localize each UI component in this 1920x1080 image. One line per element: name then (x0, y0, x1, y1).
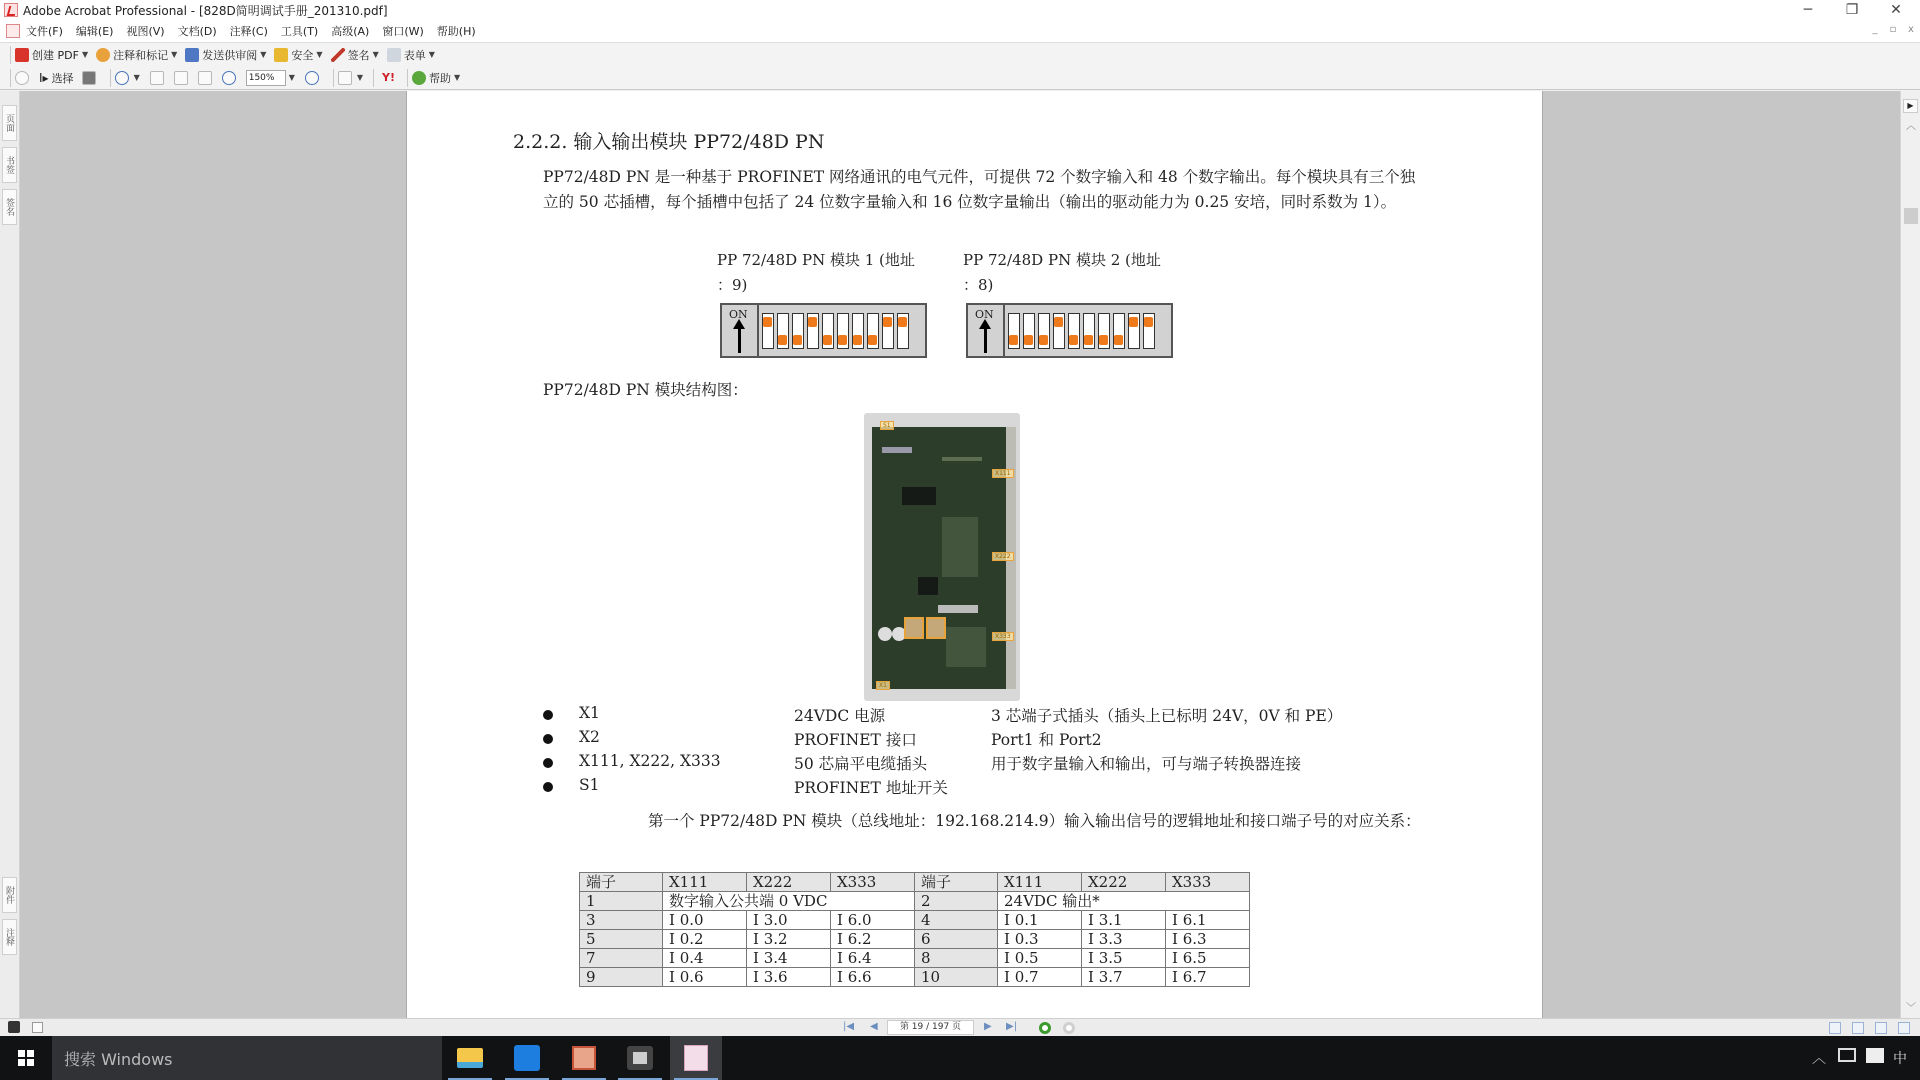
switch-knob (898, 317, 907, 327)
on-label: ON (729, 308, 748, 321)
title-bar (0, 0, 1920, 20)
menu-bar (0, 20, 1920, 42)
scroll-thumb[interactable] (1904, 208, 1918, 224)
table-row (580, 949, 1250, 968)
actual-size-icon[interactable] (150, 71, 164, 85)
send-review-button[interactable] (185, 47, 266, 63)
fit-width-icon[interactable] (198, 71, 212, 85)
dip-caption-line2: ：9) (717, 276, 748, 294)
continuous-icon[interactable] (1852, 1022, 1864, 1034)
terminal-cell: 9 (580, 968, 663, 987)
address-cell: I 6.7 (1166, 968, 1250, 987)
nav-tab-pages[interactable]: 页面 (2, 105, 17, 141)
chevron-down-icon: ▼ (81, 50, 89, 59)
help-label: 帮助 (429, 71, 452, 85)
terminal-cell: 5 (580, 930, 663, 949)
address-cell: I 0.4 (663, 949, 747, 968)
bullet-icon (543, 758, 553, 768)
component-row-x2 (543, 728, 1443, 752)
dip-caption-module-1 (717, 248, 915, 298)
switch-knob (1144, 317, 1153, 327)
label-x222: X222 (992, 552, 1014, 561)
doc-close-button[interactable]: x (1908, 24, 1914, 35)
chevron-down-icon: ▼ (316, 50, 323, 59)
toolbar-grip (10, 69, 11, 87)
terminal-cell: 8 (915, 949, 998, 968)
continuous-facing-icon[interactable] (1898, 1022, 1910, 1034)
pcb (872, 427, 1008, 689)
page-number-field[interactable]: 第 19 / 197 页 (887, 1020, 974, 1035)
document-viewport[interactable] (20, 91, 1900, 1018)
dip-caption-line1: PP 72/48D PN 模块 2 (地址 (963, 251, 1161, 269)
navigation-panel (0, 91, 20, 1018)
presentation-icon (572, 1046, 596, 1070)
table-header-row (580, 873, 1250, 892)
address-cell: I 0.7 (998, 968, 1082, 987)
zoom-in-plus-icon[interactable] (305, 71, 319, 85)
scroll-up-icon[interactable]: ︿ (1906, 121, 1916, 132)
component-row-s1 (543, 776, 1443, 800)
switch-knob (823, 335, 832, 345)
x2-port-2 (926, 617, 946, 639)
select-label: 选择 (51, 71, 74, 85)
hand-tool-icon[interactable] (15, 71, 29, 85)
address-cell: I 3.1 (1082, 911, 1166, 930)
header-cell: X222 (747, 873, 831, 892)
first-page-button[interactable]: |◀ (843, 1021, 855, 1032)
dip-switch-6 (837, 313, 849, 349)
address-cell: I 3.2 (747, 930, 831, 949)
dip-switch-5 (822, 313, 834, 349)
address-cell: I 0.6 (663, 968, 747, 987)
taskbar-office-app[interactable] (558, 1036, 610, 1080)
previous-page-button[interactable]: ◀ (870, 1021, 878, 1032)
dip-switch-module-2 (966, 303, 1173, 358)
terminal-cell: 6 (915, 930, 998, 949)
dip-switch-2 (777, 313, 789, 349)
status-bar (0, 1018, 1920, 1036)
component-type: 24VDC 电源 (794, 707, 886, 725)
tray-chevron-up-icon[interactable]: ︿ (1812, 1051, 1826, 1067)
pen-icon (331, 48, 345, 62)
component-name: S1 (579, 776, 600, 794)
nav-tab-bookmarks[interactable]: 书签 (2, 147, 17, 183)
component-row-x111 (543, 752, 1443, 776)
forms-button[interactable] (387, 47, 435, 63)
address-cell: I 3.4 (747, 949, 831, 968)
tasks-toolbar (0, 42, 1920, 66)
create-pdf-button[interactable] (15, 47, 88, 63)
menu-file[interactable]: 文件(F) (26, 25, 63, 38)
io-mapping-table (579, 872, 1250, 987)
header-cell: 端子 (580, 873, 663, 892)
dip-switch-4 (807, 313, 819, 349)
dip-switch-6 (1083, 313, 1095, 349)
dip-caption-line2: ：8) (963, 276, 994, 294)
menu-tools[interactable]: 工具(T) (280, 25, 319, 38)
table-row (580, 892, 1250, 911)
mapping-paragraph: 第一个 PP72/48D PN 模块（总线地址：192.168.214.9）输入输出信号的逻辑地址和接口端子号的对应关系： (648, 812, 1421, 830)
dip-switch-4 (1053, 313, 1065, 349)
address-cell: I 3.5 (1082, 949, 1166, 968)
facing-icon[interactable] (1875, 1022, 1887, 1034)
acrobat-app-icon (4, 3, 18, 17)
dip-switch-5 (1068, 313, 1080, 349)
dip-caption-line1: PP 72/48D PN 模块 1 (地址 (717, 251, 915, 269)
bullet-icon (543, 734, 553, 744)
switch-knob (883, 317, 892, 327)
dip-switch-3 (792, 313, 804, 349)
taskbar-video-app[interactable] (501, 1036, 553, 1080)
sign-button[interactable] (331, 47, 379, 63)
page-size-icon[interactable] (32, 1022, 43, 1033)
switch-knob (763, 317, 772, 327)
forms-label: 表单 (403, 48, 426, 62)
dip-switch-2 (1023, 313, 1035, 349)
switch-knob (853, 335, 862, 345)
component-row-x1 (543, 704, 1443, 728)
label-x1: X1 (876, 681, 890, 690)
windows-logo-icon (18, 1050, 34, 1066)
header-cell: X222 (1082, 873, 1166, 892)
pdf-page (406, 91, 1543, 1018)
split-pane-button[interactable]: ▶ (1903, 99, 1918, 113)
switch-knob (1039, 335, 1048, 345)
on-indicator (722, 305, 759, 356)
dip-switch-1 (1008, 313, 1020, 349)
comment-markup-icon (96, 48, 110, 62)
arrow-up-icon (738, 327, 741, 353)
switch-knob (1009, 335, 1018, 345)
switch-knob (1084, 335, 1093, 345)
terminal-cell: 2 (915, 892, 998, 911)
video-camera-icon (514, 1045, 540, 1071)
taskbar-file-explorer[interactable] (444, 1036, 496, 1080)
search-box[interactable]: 搜索 Windows (52, 1036, 442, 1080)
single-page-icon[interactable] (1829, 1022, 1841, 1034)
on-indicator (968, 305, 1005, 356)
component-name: X1 (579, 704, 600, 722)
dip-switch-10 (897, 313, 909, 349)
send-review-icon (185, 48, 199, 62)
separator (407, 69, 408, 87)
header-cell: 端子 (915, 873, 998, 892)
address-cell: I 6.2 (831, 930, 915, 949)
address-cell: I 0.5 (998, 949, 1082, 968)
zoom-dropdown-icon[interactable]: ▼ (288, 73, 295, 82)
switch-knob (808, 317, 817, 327)
dip-switch-7 (852, 313, 864, 349)
switch-bank (1005, 305, 1158, 356)
form-icon (387, 48, 401, 62)
switch-knob (868, 335, 877, 345)
action-center-icon[interactable] (1866, 1048, 1884, 1063)
minimize-button[interactable]: ─ (1803, 2, 1813, 18)
module-board-photo (864, 413, 1020, 701)
nav-tab-signatures[interactable]: 签名 (2, 189, 17, 225)
table-body (580, 911, 1250, 987)
switch-knob (778, 335, 787, 345)
dip-switch-8 (1113, 313, 1125, 349)
menu-advanced[interactable]: 高级(A) (331, 25, 370, 38)
select-tool-button[interactable] (39, 70, 74, 86)
lock-icon (274, 48, 288, 62)
chevron-down-icon: ▼ (372, 50, 379, 59)
address-cell: I 0.1 (998, 911, 1082, 930)
dip-switch-3 (1038, 313, 1050, 349)
menu-window[interactable]: 窗口(W) (382, 25, 424, 38)
address-cell: I 3.7 (1082, 968, 1166, 987)
fit-page-icon[interactable] (174, 71, 188, 85)
menu-document[interactable]: 文档(D) (177, 25, 217, 38)
zoom-out-icon[interactable] (222, 71, 236, 85)
nav-tab-comments[interactable]: 注释 (2, 919, 17, 955)
yahoo-toolbar-button[interactable]: Y! (382, 71, 396, 84)
terminal-cell: 1 (580, 892, 663, 911)
chevron-down-icon: ▼ (171, 50, 178, 59)
menu-help[interactable]: 帮助(H) (436, 25, 476, 38)
scroll-down-icon[interactable]: ﹀ (1906, 1003, 1916, 1014)
structure-caption: PP72/48D PN 模块结构图： (543, 381, 748, 399)
taskbar-adobe-acrobat[interactable] (670, 1036, 722, 1080)
address-cell: I 0.2 (663, 930, 747, 949)
dip-switch-1 (762, 313, 774, 349)
comment-markup-button[interactable] (96, 47, 177, 63)
table-row (580, 911, 1250, 930)
on-label: ON (975, 308, 994, 321)
document-icon[interactable] (6, 24, 20, 38)
chevron-down-icon[interactable]: ▼ (356, 73, 364, 82)
doc-minimize-button[interactable]: _ (1872, 24, 1878, 35)
next-view-icon[interactable] (1063, 1022, 1075, 1034)
table-row (580, 968, 1250, 987)
component-desc: Port1 和 Port2 (991, 731, 1102, 749)
doc-properties-icon[interactable] (8, 1021, 20, 1033)
separator (110, 69, 111, 87)
merged-cell: 24VDC 输出* (998, 892, 1250, 911)
text-cursor-icon: I▸ (39, 70, 49, 85)
component-name: X111, X222, X333 (579, 752, 721, 770)
label-x111: X111 (992, 469, 1014, 478)
switch-knob (1024, 335, 1033, 345)
switch-knob (838, 335, 847, 345)
security-label: 安全 (291, 48, 314, 62)
vertical-scrollbar[interactable] (1900, 91, 1920, 1018)
component-desc: 用于数字量输入和输出，可与端子转换器连接 (991, 755, 1302, 773)
intro-paragraph: PP72/48D PN 是一种基于 PROFINET 网络通讯的电气元件，可提供 72 个数字输入和 48 个数字输出。每个模块具有三个独立的 50 芯插槽，每个插槽中包括了 24 位数字量输入和 16 位数字量输出（输出的驱动能力为 0.25 安培，同时系数为 1）。 (543, 168, 1416, 211)
header-cell: X111 (663, 873, 747, 892)
separator (373, 69, 374, 87)
window-title: Adobe Acrobat Professional - [828D简明调试手册_201310.pdf] (23, 3, 388, 18)
menu-comments[interactable]: 注释(C) (229, 25, 268, 38)
switch-knob (1129, 317, 1138, 327)
send-review-label: 发送供审阅 (202, 48, 258, 62)
restore-button[interactable]: ❐ (1845, 2, 1859, 18)
nav-tab-attachments[interactable]: 附件 (2, 877, 17, 913)
label-x333: X333 (992, 632, 1014, 641)
help-icon (412, 71, 426, 85)
terminal-cell: 7 (580, 949, 663, 968)
switch-knob (1069, 335, 1078, 345)
folder-icon (457, 1048, 483, 1068)
address-cell: I 6.0 (831, 911, 915, 930)
bullet-icon (543, 710, 553, 720)
dip-switch-9 (882, 313, 894, 349)
rotate-page-icon[interactable] (338, 71, 352, 85)
table-row (580, 930, 1250, 949)
basic-toolbar (0, 66, 1920, 90)
separator (333, 69, 334, 87)
switch-bank (759, 305, 912, 356)
dip-switch-10 (1143, 313, 1155, 349)
x2-port-1 (904, 617, 924, 639)
menu-view[interactable]: 视图(V) (126, 25, 165, 38)
create-pdf-label: 创建 PDF (32, 48, 79, 62)
chevron-down-icon: ▼ (260, 50, 267, 59)
switch-knob (1054, 317, 1063, 327)
address-cell: I 0.3 (998, 930, 1082, 949)
switch-knob (793, 335, 802, 345)
start-button[interactable] (0, 1036, 52, 1080)
close-button[interactable]: ✕ (1890, 2, 1902, 18)
next-page-button[interactable]: ▶ (984, 1021, 992, 1032)
switch-knob (1099, 335, 1108, 345)
network-icon[interactable] (1838, 1048, 1856, 1062)
chevron-down-icon[interactable]: ▼ (133, 73, 140, 82)
address-cell: I 6.3 (1166, 930, 1250, 949)
component-desc: 3 芯端子式插头（插头上已标明 24V，0V 和 PE） (991, 707, 1343, 725)
dip-switch-7 (1098, 313, 1110, 349)
component-name: X2 (579, 728, 600, 746)
chevron-down-icon: ▼ (428, 50, 435, 59)
zoom-level-input[interactable]: 150% (246, 70, 286, 86)
terminal-cell: 10 (915, 968, 998, 987)
merged-cell: 数字输入公共端 0 VDC (663, 892, 915, 911)
ime-indicator[interactable]: 中 (1893, 1051, 1907, 1067)
toolbar-grip (10, 46, 11, 64)
doc-restore-button[interactable]: ▫ (1889, 24, 1897, 35)
comment-markup-label: 注释和标记 (113, 48, 169, 62)
address-cell: I 3.6 (747, 968, 831, 987)
previous-view-icon[interactable] (1039, 1022, 1051, 1034)
address-cell: I 6.4 (831, 949, 915, 968)
section-heading: 2.2.2. 输入输出模块 PP72/48D PN (513, 131, 825, 153)
address-cell: I 6.1 (1166, 911, 1250, 930)
component-type: PROFINET 接口 (794, 731, 917, 749)
security-button[interactable] (274, 47, 322, 63)
dip-switch-8 (867, 313, 879, 349)
menu-edit[interactable]: 编辑(E) (75, 25, 114, 38)
header-cell: X333 (1166, 873, 1250, 892)
last-page-button[interactable]: ▶| (1006, 1021, 1018, 1032)
windows-taskbar (0, 1036, 1920, 1080)
bullet-icon (543, 782, 553, 792)
arrow-up-icon (984, 327, 987, 353)
help-button[interactable] (412, 70, 460, 86)
address-cell: I 3.3 (1082, 930, 1166, 949)
sign-label: 签名 (347, 48, 370, 62)
address-cell: I 3.0 (747, 911, 831, 930)
terminal-cell: 3 (580, 911, 663, 930)
address-cell: I 6.5 (1166, 949, 1250, 968)
component-type: PROFINET 地址开关 (794, 779, 948, 797)
taskbar-photo-viewer[interactable] (614, 1036, 666, 1080)
snapshot-icon[interactable] (82, 71, 96, 85)
acrobat-icon (684, 1045, 708, 1071)
terminal-cell: 4 (915, 911, 998, 930)
address-cell: I 0.0 (663, 911, 747, 930)
dip-switch-module-1 (720, 303, 927, 358)
label-s1: S1 (880, 421, 894, 430)
dip-switch-9 (1128, 313, 1140, 349)
header-cell: X111 (998, 873, 1082, 892)
eye-icon (627, 1046, 653, 1070)
create-pdf-icon (15, 48, 29, 62)
zoom-in-icon[interactable] (115, 71, 129, 85)
header-cell: X333 (831, 873, 915, 892)
dip-caption-module-2 (963, 248, 1161, 298)
component-type: 50 芯扁平电缆插头 (794, 755, 928, 773)
address-cell: I 6.6 (831, 968, 915, 987)
switch-knob (1114, 335, 1123, 345)
chevron-down-icon: ▼ (454, 73, 461, 82)
